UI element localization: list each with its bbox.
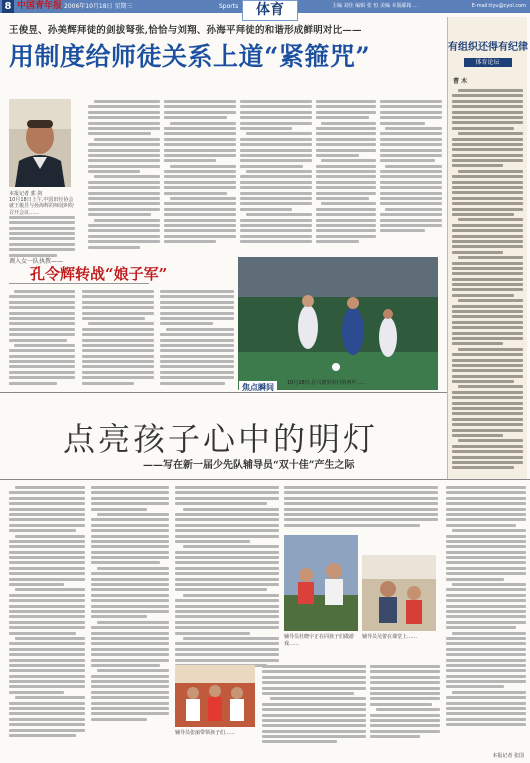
main-story-headline: 用制度给师徒关系上道“紧箍咒” <box>9 42 371 71</box>
counselor-image-1 <box>284 535 358 631</box>
football-match-photo <box>238 257 438 390</box>
bottom-story-subhead: ——写在新一届少先队辅导员“双十佳”产生之际 <box>143 460 355 471</box>
counselor-photo-2-caption: 辅导员吴蕾在课堂上…… <box>362 634 418 640</box>
second-story-column-2 <box>82 290 154 387</box>
counselor-photo-3 <box>175 665 255 727</box>
bottom-story-column-5 <box>370 665 440 740</box>
second-story-headline: 孔令辉转战“娘子军” <box>30 265 168 283</box>
coach-photo <box>9 99 71 187</box>
bottom-story-column-3 <box>175 486 279 669</box>
bottom-story-column-3b <box>262 665 366 746</box>
main-story-kicker: 王俊昱、孙美辉拜徒的剑拔弩张,恰恰与刘翔、孙海平拜徒的和谐形成鲜明对比—— <box>9 25 362 36</box>
counselor-photo-2 <box>362 555 436 631</box>
coach-photo-image <box>9 99 71 187</box>
counselor-photo-3-caption: 辅导员张丽带领孩子们…… <box>175 730 236 736</box>
main-story-lead <box>9 197 75 259</box>
main-story-column-4 <box>316 100 376 246</box>
counselor-photo-1-caption: 辅导员杜晓宇正在同孩子们做游戏…… <box>284 634 355 647</box>
page-number: 8 <box>2 0 14 13</box>
bottom-story-rule <box>0 479 530 480</box>
section-name-en: Sports <box>219 3 239 10</box>
counselor-image-3 <box>175 665 255 727</box>
sidebar-column-tag: 体育论坛 <box>464 58 512 67</box>
second-story-column-3 <box>160 290 234 387</box>
editors-credit: 主编 刘佳 编辑 张 恒 美编 本版邮箱 … <box>332 3 419 9</box>
football-photo-caption: 10月18日,在马德里举行的西甲…… <box>287 380 367 386</box>
counselor-image-2 <box>362 555 436 631</box>
main-story-column-2 <box>164 100 236 246</box>
main-story-column-1 <box>88 100 160 251</box>
newspaper-logo: 中国青年报 <box>17 1 63 11</box>
section-email: E-mail:tiyu@cyol.com <box>471 3 526 9</box>
second-story-column-1 <box>9 290 75 387</box>
bottom-story-column-6 <box>446 486 526 729</box>
section-tag: 体育 <box>242 0 298 21</box>
sidebar-author: 曹 木 <box>453 78 468 85</box>
bottom-story-column-2 <box>91 486 169 723</box>
main-story-column-3 <box>240 100 312 246</box>
bottom-story-column-4 <box>284 486 438 529</box>
commentary-sidebar <box>447 17 527 479</box>
bottom-story-byline: 本报记者 张国 <box>492 753 524 759</box>
second-story-kicker: 调入女一队执教—— <box>9 258 64 265</box>
bottom-story-column-1 <box>9 486 85 739</box>
photo-feature-label: 焦点瞬间 <box>239 381 277 394</box>
section-divider <box>0 392 447 393</box>
coach-photo-credit: 本报记者 郭 剑 <box>9 191 43 197</box>
counselor-photo-1 <box>284 535 358 631</box>
main-story-lead-text: 10月18日上午,中国田径协会就王俊昱与孙海辉的师徒纠纷召开会议…… <box>9 197 75 216</box>
main-story-column-5 <box>380 100 442 235</box>
bottom-story-headline: 点亮孩子心中的明灯 <box>63 420 379 458</box>
sidebar-body <box>452 89 523 469</box>
football-match-image <box>238 257 438 390</box>
sidebar-title: 有组织还得有纪律 <box>448 42 528 53</box>
issue-date: 2006年10月18日 星期三 <box>64 3 133 10</box>
second-story-rule <box>9 283 149 284</box>
